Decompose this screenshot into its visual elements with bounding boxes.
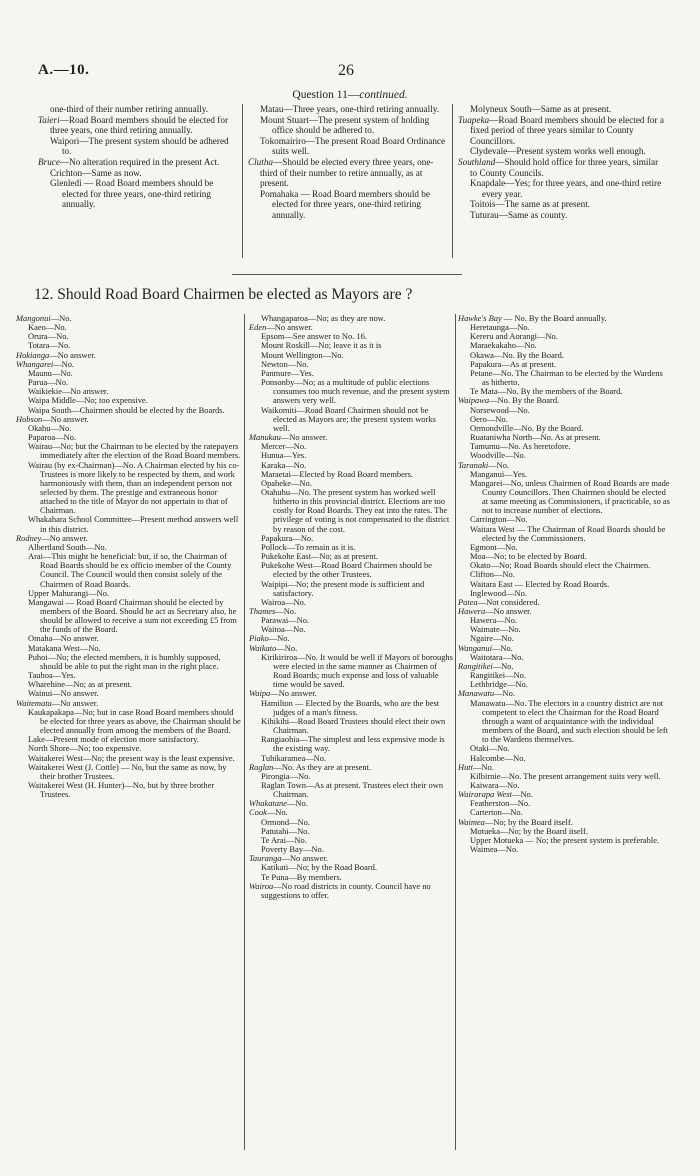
district-entry: Halcombe—No. [470,752,526,763]
district-entry: Tuhikaramea—No. [261,752,327,763]
district-entry: Opaheke—No. [261,477,312,488]
district-entry: Tauhoa—Yes. [28,670,76,681]
q12-column-3 [458,314,670,854]
county-name: Waimea [458,816,485,827]
district-entry: Katikati—No; by the Road Board. [261,862,377,873]
county-name: Mangonui [16,313,51,323]
column-divider [244,314,245,1150]
district-entry: Waimate—No. [470,624,521,635]
district-entry: Paparoa—No. [28,432,77,443]
county-name: Waipa [249,688,271,699]
district-entry: Mangarei—No, unless Chairmen of Road Boards are made County Councillors. Then Chairmen should be elected at same meeting as Commissioners, if practicable, so as not to increase number of elections. [470,477,670,516]
county-entry: Bruce—No alteration required in the present Act. [38,156,220,167]
county-name: Bruce [38,156,60,167]
county-name: Whangarei [16,358,54,369]
county-entry: Tuapeka—Road Board members should be elected for a fixed period of three years similar to County Councillors. [458,114,664,146]
district-entry: Egmont—No. [470,541,518,552]
county-entry: Mangonui—No. [16,313,72,323]
district-entry: Featherston—No. [470,798,531,809]
county-entry: Hutt—No. [458,761,494,772]
district-entry: Mount Wellington—No. [261,349,344,360]
district-entry: Waikiekie—No answer. [28,386,109,397]
county-entry: Waitemata—No answer. [16,697,99,708]
county-entry: Taieri—Road Board members should be elected for three years, one third retiring annually. [38,114,229,136]
district-entry: Wairoa—No. [261,596,307,607]
county-entry: Manawatu—No. [458,688,515,699]
district-entry: Te Mata—No. By the members of the Board. [470,386,623,397]
district-entry: Wharehine—No; as at present. [28,679,133,690]
county-entry: Cook—No. [249,807,288,818]
district-entry: Heretaunga—No. [470,322,530,333]
county-entry: Waipa—No answer. [249,688,317,699]
county-entry: Eden—No answer. [249,322,313,333]
q11-column-2 [248,104,448,221]
district-entry: Rangitikei—No. [470,670,527,681]
district-entry: Carrington—No. [470,514,528,525]
district-entry: Whakahara School Committee—Present method answers well in this district. [28,514,239,534]
district-entry: Woodville—No. [470,450,526,461]
district-entry: Hawera—No. [470,615,518,626]
county-name: Waipawa [458,395,490,406]
district-entry: Tuturau—Same as county. [470,209,568,220]
district-entry: Puhoi—No; the elected members, it is humbly supposed, should be able to put the right man in the right place. [28,651,221,671]
district-entry: Mercer—No. [261,441,307,452]
district-entry: Lake—Present mode of election more satisfactory. [28,734,199,745]
county-name: Taranaki [458,459,489,470]
district-entry: Waikomiti—Road Board Chairmen should not be elected as Mayors are; the present system works well. [261,404,436,433]
district-entry: Maraekakaho—No. [470,340,537,351]
district-entry: Waipipi—No; the present mode is sufficient and satisfactory. [261,578,425,598]
district-entry: Totara—No. [28,340,71,351]
district-entry: Wairau—No; but the Chairman to be elected by the ratepayers immediately after the election of the Road Board members. [28,441,241,461]
district-entry: Oero—No. [470,413,508,424]
district-entry: Toitois—The same as at present. [470,199,591,210]
district-entry: Ruataniwha North—No. As at present. [470,432,601,443]
district-entry: Upper Mahurangi—No. [28,587,110,598]
district-entry: Kirikiriroa—No. It would be well if Mayors of boroughs were elected in the same manner as Chairmen of Road Boards; much expense and loss of valuable time would be saved. [261,651,453,690]
district-entry: Molyneux South—Same as at present. [470,104,612,114]
county-entry: Clutha—Should be elected every three years, one-third of their number to retire annually, as at present. [248,156,434,189]
district-entry: Pollock—To remain as it is. [261,541,356,552]
district-entry: Ormondville—No. By the Board. [470,422,584,433]
county-name: Waitemata [16,697,52,708]
q11-column-1 [38,104,234,210]
county-name: Rangitikei [458,660,493,671]
district-entry: North Shore—No; too expensive. [28,743,142,754]
county-name: Southland [458,156,496,167]
district-entry: Poverty Bay—No. [261,844,324,855]
district-entry: Mount Roskill—No; leave it as it is [261,340,382,351]
district-entry: Pukekohe East—No; as at present. [261,551,378,562]
district-entry: Pukekohe West—Road Board Chairmen should be elected by the other Trustees. [261,560,432,580]
district-entry: Papakura—No. [261,532,314,543]
county-entry: Manukau—No answer. [249,432,328,443]
district-entry: Glenledi — Road Board members should be elected for three years, one-third retiring annually. [50,178,214,210]
district-entry: Patutahi—No. [261,825,310,836]
county-entry: Whangarei—No. [16,358,75,369]
district-entry: Rangiaohia—The simplest and less expensive mode is the existing way. [261,734,445,754]
county-name: Thames [249,606,276,616]
district-entry: Otaki—No. [470,743,510,754]
county-entry: Hawera—No answer. [458,606,532,616]
county-entry: Tauranga—No answer. [249,853,328,864]
county-name: Patea [458,596,478,607]
district-entry: Norsewood—No. [470,404,530,415]
county-name: Wanganui [458,642,492,653]
county-name: Eden [249,322,267,333]
county-name: Raglan [249,761,274,772]
district-entry: Moa—No; to be elected by Board. [470,551,587,562]
county-entry: Hawke's Bay — No. By the Board annually. [458,313,607,323]
page-number: 26 [338,62,354,79]
district-entry: Upper Motueka — No; the present system is preferable. [470,834,660,845]
district-entry: Wainui—No answer. [28,688,99,699]
county-entry: Waimea—No; by the Board itself. [458,816,573,827]
county-entry: Taranaki—No. [458,459,510,470]
district-entry: Waipa Middle—No; too expensive. [28,395,148,406]
county-name: Hawera [458,606,486,616]
district-entry: Otahuhu—No. The present system has worked well hitherto in this provincial district. Elections are too costly for Road Boards. They eat into the rates. The privilege of voting is not compensated to the district by reason of the cost. [261,486,450,534]
district-entry: Kaeo—No. [28,322,67,333]
county-name: Taieri [38,114,60,125]
section-rule [232,274,462,275]
district-entry: Crichton—Same as now. [50,167,142,178]
district-entry: Okahu—No. [28,422,72,433]
district-entry: Kaukapakapa—No; but in case Road Board members should be elected for three years as above, the Chairman should be elected annually from among the members of the Board. [28,706,241,736]
county-name: Hutt [458,761,474,772]
district-entry: Clifton—No. [470,569,515,580]
district-entry: Waitakerei West (J. Cottle) — No, but the same as now, by their brother Trustees. [28,761,227,781]
district-entry: Manganui—Yes. [470,468,528,479]
county-name: Waikato [249,642,277,653]
district-entry: Motueka—No; by the Board itself. [470,825,588,836]
district-entry: Omaha—No answer. [28,633,99,644]
district-entry: Arai—This might be beneficial: but, if so, the Chairman of Road Boards should be ex officio member of the County Council. The Council would then consist solely of the Chairmen of Road Boards. [28,551,232,589]
column-divider [452,104,453,258]
district-entry: Parua—No. [28,377,69,388]
county-entry: Rangitikei—No. [458,660,514,671]
district-entry: Waitotara—No. [470,651,524,662]
district-entry: Maunu—No. [28,367,73,378]
county-entry: Thames—No. [249,606,297,616]
district-entry: Ormond—No. [261,816,310,827]
district-entry: Maraetai—Elected by Road Board members. [261,468,414,479]
district-entry: Ngaire—No. [470,633,514,644]
district-entry: Raglan Town—As at present. Trustees elect their own Chairman. [261,779,444,800]
question-12-heading: 12. Should Road Board Chairmen be elected as Mayors are ? [34,286,413,303]
district-entry: Okawa—No. By the Board. [470,349,564,360]
county-entry: Patea—Not considered. [458,596,540,607]
parliamentary-paper-code: A.—10. [38,62,90,78]
district-entry: Waimea—No. [470,844,519,855]
district-entry: Albertland South—No. [28,541,107,552]
county-name: Hobson [16,413,43,424]
district-entry: Te Puna—By members. [261,871,342,882]
district-entry: Kihikihi—Road Board Trustees should elect their own Chairman. [261,715,446,736]
district-entry: Mangawai — Road Board Chairman should be elected by members of the Board. Should he act as Secretary also, he should be allowed to receive a sum not exceeding £5 from the funds of the Board. [28,596,237,635]
district-entry: Carterton—No. [470,807,523,818]
column-divider [455,314,456,1150]
question-continued-heading: Question 11—continued. [292,89,408,101]
district-entry: Matakana West—No. [28,642,101,653]
county-entry: Wairoa—No road districts in county. Council have no suggestions to offer. [249,880,431,900]
district-entry: Kereru and Aorangi—No. [470,331,558,342]
district-entry: Waitoa—No. [261,624,306,635]
district-entry: Okato—No; Road Boards should elect the Chairmen. [470,560,651,571]
county-name: Manukau [249,432,281,443]
county-entry: Wairarapa West—No. [458,789,533,800]
district-entry: Panmure—Yes. [261,367,314,378]
district-entry: one-third of their number retiring annually. [50,104,209,114]
district-entry: Mount Stuart—The present system of holding office should be adhered to. [260,114,430,136]
district-entry: Clydevale—Present system works well enough. [470,146,646,157]
district-entry: Inglewood—No. [470,587,527,598]
county-entry: Whakatane—No. [249,798,308,809]
district-entry: Petane—No. The Chairman to be elected by the Wardens as hitherto. [470,367,663,388]
district-entry: Orura—No. [28,331,69,342]
county-name: Manawatu [458,688,495,699]
county-entry: Waikato—No. [249,642,298,653]
county-entry: Hobson—No answer. [16,413,89,424]
district-entry: Lethbridge—No. [470,679,528,690]
district-entry: Waitakerei West—No; the present way is the least expensive. [28,752,235,763]
county-entry: Rodney—No answer. [16,532,88,543]
county-entry: Waipawa—No. By the Board. [458,395,560,406]
column-divider [242,104,243,258]
district-entry: Epsom—See answer to No. 16. [261,331,367,342]
county-name: Tauranga [249,853,282,864]
district-entry: Waipori—The present system should be adhered to. [50,135,229,157]
district-entry: Te Arai—No. [261,834,307,845]
district-entry: Waitakerei West (H. Hunter)—No, but by three brother Trustees. [28,779,215,800]
q12-column-1 [16,314,242,799]
district-entry: Karaka—No. [261,459,307,470]
county-name: Cook [249,807,267,818]
district-entry: Waitara West — The Chairman of Road Boards should be elected by the Commissioners. [470,523,666,543]
district-entry: Matau—Three years, one-third retiring annually. [260,104,440,114]
district-entry: Hamilton — Elected by the Boards, who are the best judges of a man's fitness. [261,697,440,717]
district-entry: Kaiwara—No. [470,779,520,790]
county-entry: Raglan—No. As they are at present. [249,761,372,772]
county-name: Hokianga [16,349,50,360]
county-name: Piako [249,633,269,644]
district-entry: Tokomairiro—The present Road Board Ordinance suits well. [260,135,446,157]
district-entry: Hunua—Yes. [261,450,307,461]
district-entry: Waipa South—Chairmen should be elected by the Boards. [28,404,225,415]
district-entry: Parawai—No. [261,615,310,626]
district-entry: Papakura—As at present. [470,358,556,369]
county-name: Hawke's Bay [458,313,502,323]
county-name: Rodney [16,532,42,543]
district-entry: Wairau (by ex-Chairman)—No. A Chairman elected by his co-Trustees is more likely to be respected by them, and work harmoniously with them, than an independent person not selected by them. The prestige and extraneous honor attached to the title of Mayor do not appertain to that of Chairman. [28,459,240,516]
county-entry: Southland—Should hold office for three years, similar to County Councils. [458,156,659,178]
county-entry: Hokianga—No answer. [16,349,96,360]
district-entry: Manawatu—No. The electors in a country district are not competent to elect the Chairman for the Road Board through a want of acquaintance with the individual members of the Board, and such election should be left to the Wardens themselves. [470,697,669,745]
county-name: Wairoa [249,880,274,891]
district-entry: Ponsonby—No; as a multitude of public elections consumes too much revenue, and the present system answers very well. [261,377,450,406]
district-entry: Newton—No. [261,358,309,369]
district-entry: Knapdale—Yes; for three years, and one-third retire every year. [470,178,662,199]
county-entry: Piako—No. [249,633,290,644]
q12-column-2 [249,314,453,900]
county-name: Whakatane [249,798,287,809]
district-entry: Whangaparoa—No; as they are now. [261,313,386,323]
district-entry: Pirongia—No. [261,770,311,781]
county-entry: Wanganui—No. [458,642,513,653]
q11-column-3 [458,104,664,221]
county-name: Wairarapa West [458,789,512,800]
district-entry: Kilbirnie—No. The present arrangement suits very well. [470,770,661,781]
county-name: Tuapeka [458,114,490,125]
county-name: Clutha [248,156,274,167]
district-entry: Tamumu—No. As heretofore. [470,441,571,452]
district-entry: Pomahaka — Road Board members should be elected for three years, one-third retiring annually. [260,188,430,220]
district-entry: Waitara East — Elected by Road Boards. [470,578,610,589]
